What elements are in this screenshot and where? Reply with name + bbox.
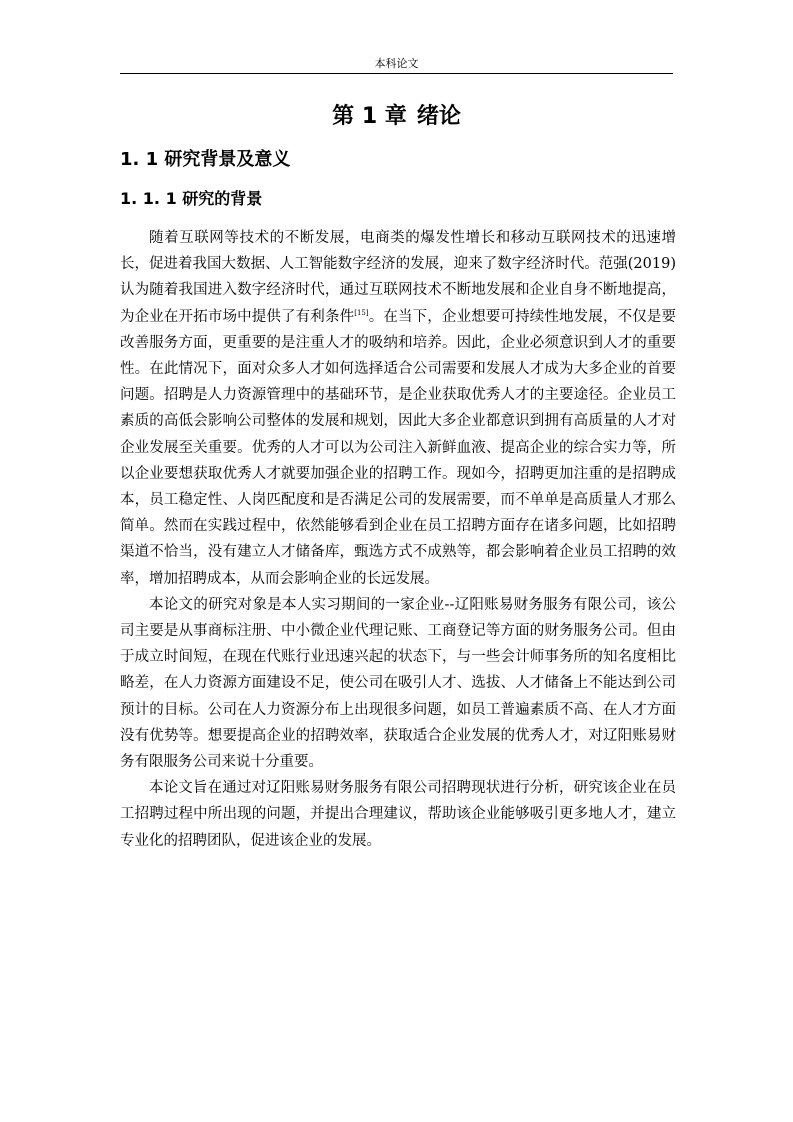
chapter-number: 第 1 章 xyxy=(332,104,407,129)
header-divider xyxy=(120,73,673,74)
paragraph-2: 本论文的研究对象是本人实习期间的一家企业--辽阳账易财务服务有限公司，该公司主要是从事商标注册、中小微企业代理记账、工商登记等方面的财务服务公司。但由于成立时间短，在现在代账行业迅速兴起的状态下，与一些会计师事务所的知名度相比略差，在人力资源方面建设不足，使公司在吸引人才、选拔、人才储备上不能达到公司预计的目标。公司在人力资源分布上出现很多问题，如员工普遍素质不高、在人才方面没有优势等。想要提高企业的招聘效率，获取适合企业发展的优秀人才，对辽阳账易财务有限服务公司来说十分重要。 xyxy=(120,596,676,771)
paragraph-1 xyxy=(120,225,676,592)
citation-ref: [15] xyxy=(354,308,369,317)
subsection-heading: 1. 1. 1 研究的背景 xyxy=(120,189,263,208)
section-heading: 1. 1 研究背景及意义 xyxy=(120,149,291,170)
chapter-title: 绪论 xyxy=(416,104,461,129)
paragraph-1-text-b: 。在当下，企业想要可持续性地发展，不仅是要改善服务方面，更重要的是注重人才的吸纳和培养。因此，企业必须意识到人才的重要性。在此情况下，面对众多人才如何选择适合公司需要和发展人才成为大多企业的首要问题。招聘是人力资源管理中的基础环节，是企业获取优秀人才的主要途径。企业员工素质的高低会影响公司整体的发展和规划，因此大多企业都意识到拥有高质量的人才对企业发展至关重要。优秀的人才可以为公司注入新鲜血液、提高企业的综合实力等，所以企业要想获取优秀人才就要加强企业的招聘工作。现如今，招聘更加注重的是招聘成本，员工稳定性、人岗匹配度和是否满足公司的发展需要，而不单单是高质量人才那么简单。然而在实践过程中，依然能够看到企业在员工招聘方面存在诸多问题，比如招聘渠道不恰当，没有建立人才储备库，甄选方式不成熟等，都会影响着企业员工招聘的效率，增加招聘成本，从而会影响企业的长远发展。 xyxy=(120,308,677,587)
paragraph-3: 本论文旨在通过对辽阳账易财务服务有限公司招聘现状进行分析，研究该企业在员工招聘过程中所出现的问题，并提出合理建议，帮助该企业能够吸引更多地人才，建立专业化的招聘团队，促进该企业的发展。 xyxy=(120,780,676,849)
paragraph-1-text-a: 随着互联网等技术的不断发展，电商类的爆发性增长和移动互联网技术的迅速增长，促进着我国大数据、人工智能数字经济的发展，迎来了数字经济时代。范强(2019)认为随着我国进入数字经济时代，通过互联网技术不断地发展和企业自身不断地提高，为企业在开拓市场中提供了有利条件 xyxy=(120,230,676,325)
body-text xyxy=(120,225,676,854)
running-header: 本科论文 xyxy=(374,57,419,70)
chapter-heading xyxy=(120,99,673,130)
